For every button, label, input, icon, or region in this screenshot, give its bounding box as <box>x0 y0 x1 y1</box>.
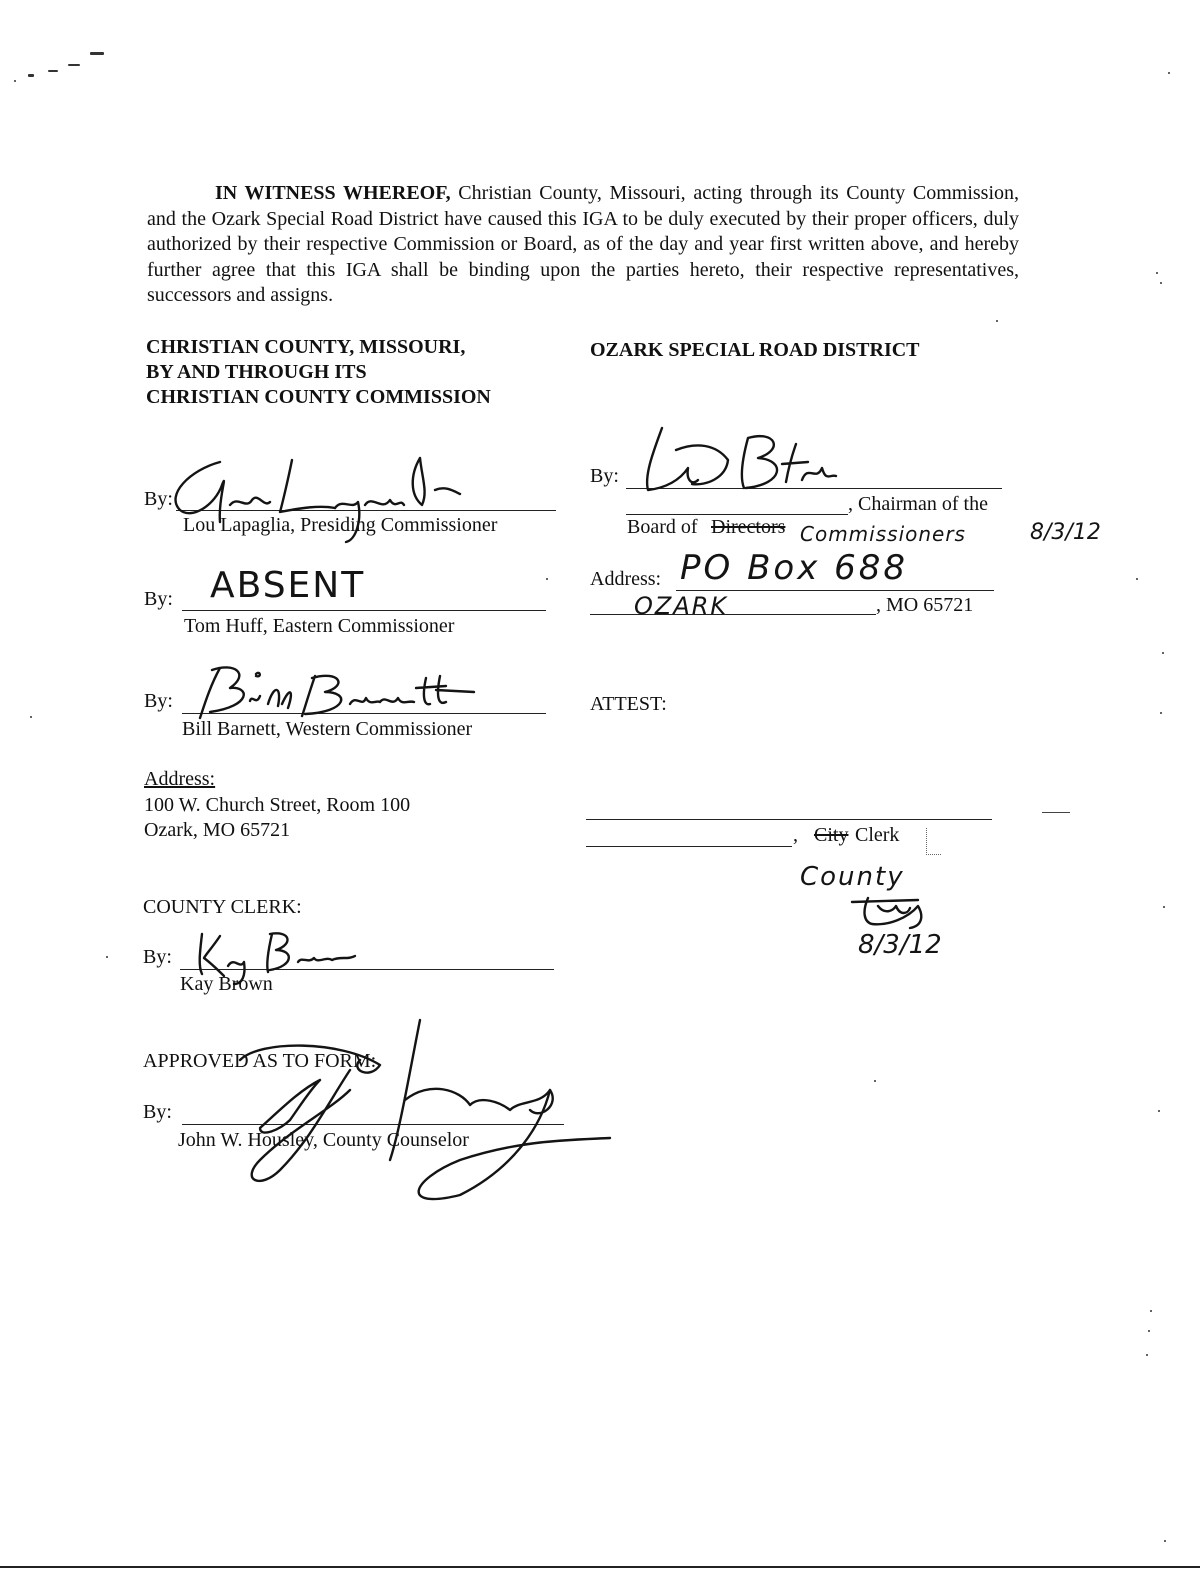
scan-speck <box>1162 652 1164 654</box>
signature-line <box>182 610 546 611</box>
scan-speck <box>30 716 32 718</box>
scan-speck <box>1158 1110 1160 1112</box>
city-struck: City <box>814 824 849 846</box>
scan-speck <box>68 64 80 66</box>
scan-speck <box>90 52 104 55</box>
scan-speck <box>1146 1354 1148 1356</box>
city-handwritten: OZARK <box>634 592 729 620</box>
board-of-label: Board of <box>627 516 698 538</box>
scan-speck <box>48 70 58 72</box>
county-handwritten: County <box>800 862 905 892</box>
left-heading-line1: CHRISTIAN COUNTY, MISSOURI, <box>146 336 466 358</box>
initials-county-clerk <box>848 892 938 932</box>
attest-signature-line <box>586 819 992 820</box>
scan-bracket <box>926 828 941 855</box>
scan-speck <box>1160 282 1162 284</box>
address-line <box>676 590 994 591</box>
address-line1: 100 W. Church Street, Room 100 <box>144 794 411 816</box>
left-heading-line3: CHRISTIAN COUNTY COMMISSION <box>146 386 491 408</box>
address-label: Address: <box>144 768 216 790</box>
address-line2: Ozark, MO 65721 <box>144 819 291 841</box>
chairman-label: , Chairman of the <box>848 493 988 515</box>
scan-speck <box>1163 906 1165 908</box>
address-handwritten: PO Box 688 <box>680 548 909 588</box>
signature-chairman <box>636 420 846 500</box>
commissioners-handwritten: Commissioners <box>800 522 966 546</box>
clerk-name: Kay Brown <box>180 973 273 995</box>
signer2-name: Tom Huff, Eastern Commissioner <box>184 615 455 637</box>
signature-lapaglia <box>160 450 490 550</box>
attest-label: ATTEST: <box>590 693 667 715</box>
witness-body: Christian County, Missouri, acting through its County Commission, and the Ozark Special Road District have caused this IGA to be duly executed by their proper officers, duly authorized by their respective Commission or Board, as of the day and year first written above, and hereby further agree that this IGA shall be binding upon the parties hereto, their respective representatives, successors and assigns. <box>147 182 1020 306</box>
clerk-word: Clerk <box>855 824 900 846</box>
by-label: By: <box>143 946 172 968</box>
scan-speck <box>14 80 16 82</box>
state-zip: , MO 65721 <box>876 594 974 616</box>
approved-heading: APPROVED AS TO FORM: <box>143 1050 377 1072</box>
scan-speck <box>106 956 108 958</box>
right-heading: OZARK SPECIAL ROAD DISTRICT <box>590 339 920 361</box>
by-label: By: <box>144 588 173 610</box>
scan-speck <box>28 74 34 77</box>
city-line <box>590 614 876 615</box>
by-label: By: <box>590 465 619 487</box>
signer1-name: Lou Lapaglia, Presiding Commissioner <box>183 514 498 536</box>
left-heading-line2: BY AND THROUGH ITS <box>146 361 367 383</box>
by-label: By: <box>144 488 173 510</box>
signature-barnett <box>190 656 490 726</box>
bottom-scan-edge <box>0 1566 1200 1568</box>
absent-handwritten: ABSENT <box>210 565 366 606</box>
right-address-label: Address: <box>590 568 662 590</box>
attest-clerk-line <box>586 846 792 847</box>
date-handwritten-2: 8/3/12 <box>858 930 942 960</box>
directors-struck: Directors <box>711 516 786 538</box>
scan-speck <box>546 578 548 580</box>
scan-speck <box>1148 1330 1150 1332</box>
signature-housley <box>220 1010 620 1210</box>
clerk-comma: , <box>793 824 798 846</box>
by-label: By: <box>143 1101 172 1123</box>
scan-speck <box>1136 578 1138 580</box>
scan-speck <box>874 1080 876 1082</box>
witness-lead: IN WITNESS WHEREOF, <box>215 182 451 204</box>
scan-speck <box>1150 1310 1152 1312</box>
by-label: By: <box>144 690 173 712</box>
scan-speck <box>1160 712 1162 714</box>
county-clerk-heading: COUNTY CLERK: <box>143 896 302 918</box>
scan-speck <box>1164 1540 1166 1542</box>
scan-mark <box>1042 812 1070 813</box>
scan-speck <box>996 320 998 322</box>
scan-speck <box>1156 272 1158 274</box>
witness-paragraph <box>147 181 1019 309</box>
scan-speck <box>1168 72 1170 74</box>
date-handwritten: 8/3/12 <box>1030 520 1101 545</box>
counselor-name: John W. Housley, County Counselor <box>178 1129 469 1151</box>
signer3-name: Bill Barnett, Western Commissioner <box>182 718 473 740</box>
